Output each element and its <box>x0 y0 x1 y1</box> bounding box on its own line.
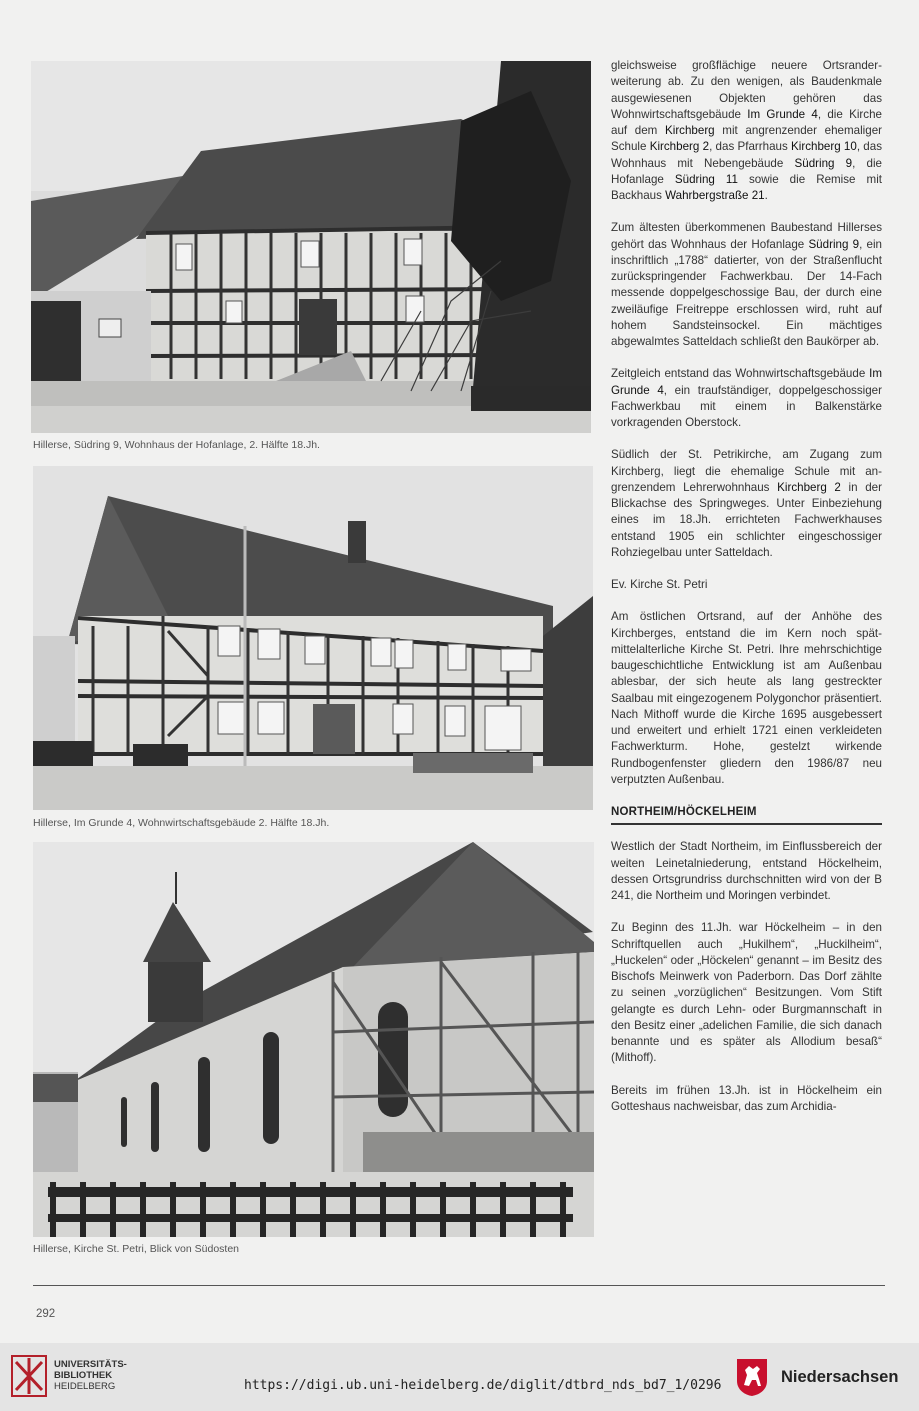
paragraph-3: Zeitgleich entstand das Wohnwirtschaftsgebäude Im Grunde 4, ein traufständiger, doppelgeschossiger Fachwerkbau mit einem in Balkenstärke vorkragenden Oberstock. <box>611 367 882 429</box>
footer-rule <box>33 1285 885 1286</box>
university-logo-icon[interactable] <box>10 1354 48 1398</box>
niedersachsen-horse-icon[interactable] <box>735 1357 769 1397</box>
section-heading: NORTHEIM/HÖCKELHEIM <box>611 804 882 825</box>
university-name[interactable]: UNIVERSITÄTS- BIBLIOTHEK HEIDELBERG <box>54 1359 127 1392</box>
paragraph-4: Südlich der St. Petrikirche, am Zugang zum Kirchberg, liegt die ehemalige Schule mit angrenzendem Lehrerwohnhaus Kirchberg 2 in der Blickachse des Springweges. Unter Einbeziehung eines im 18.Jh. errichteten Fachwerkhauses entstand 1905 ein schlichter eingeschossiger Rohziegelbau unter Satteldach. <box>611 448 882 559</box>
photo-kirche-st-petri <box>33 842 594 1237</box>
photo-suedring-9 <box>31 61 591 433</box>
text-column <box>611 58 882 1131</box>
paragraph-2: Zum ältesten überkommenen Baubestand Hillerses gehört das Wohnhaus der Hofanlage Südring 9, ein inschriftlich „1788“ datierter, von der Straßenflucht zurückspringender Fachwerkbau. Der 14-Fach messende doppelgeschossige Bau, der durch eine zweiläufige Freitreppe erschlossen wird, ruht auf hohem Sandsteinsockel. Ein mächtiges abgewalmtes Satteldach schließt den Baukörper ab. <box>611 221 882 348</box>
caption-photo-1: Hillerse, Südring 9, Wohnhaus der Hofanlage, 2. Hälfte 18.Jh. <box>33 439 320 451</box>
paragraph-1: gleichsweise großflächige neuere Ortsranderweiterung ab. Zu den wenigen, als Baudenkmale ausgewiesenen Objekten gehören das Wohnwirtschaftsgebäude Im Grunde 4, die Kirche auf dem Kirchberg mit angrenzender ehemaliger Schule Kirchberg 2, das Pfarrhaus Kirchberg 10, das Wohnhaus mit Nebengebäude Südring 9, die Hofanlage Südring 11 sowie die Remise mit Backhaus Wahrbergstraße 21. <box>611 59 882 202</box>
subheading-kirche: Ev. Kirche St. Petri <box>611 578 708 591</box>
paragraph-5: Am östlichen Ortsrand, auf der Anhöhe des Kirchberges, entstand die im Kern noch spätmittelalterliche Kirche St. Petri. Ihre mehrschichtige baugeschichtliche Entwicklung ist am Außenbau ablesbar, der sich heute als lang gestreckter Saalbau mit eingezogenem Polygonchor präsentiert. Nach Mithoff wurde die Kirche 1695 ausgebessert und erweitert und erhielt 1721 einen verkleideten Fachwerkturm. Hohe, gestelzt wirkende Rundbogenfenster gliedern den 1986/87 neu verputzten Außenbau. <box>611 610 882 786</box>
page-number: 292 <box>36 1308 56 1320</box>
viewer-footer <box>0 1343 919 1411</box>
paragraph-6: Westlich der Stadt Northeim, im Einflussbereich der weiten Leinetalniederung, entstand Höckelheim, dessen Ortsgrundriss durchschnitten wird von der B 241, die Northeim und Moringen verbindet. <box>611 840 882 902</box>
paragraph-7: Zu Beginn des 11.Jh. war Höckelheim – in den Schriftquellen auch „Hukilhem“, „Huckilheim“, „Huckelen“ oder „Höckelen“ genannt – im Besitz des Bischofs Meinwerk von Paderborn. Das Dorf zählte zu seinen „vorzüglichen“ Besitzungen. Vom Stift gelangte es durch Lehn- oder Burgmannschaft in den Besitz einer „adelichen Familie, die sich danach benannte und es später als Allodium besaß“ (Mithoff). <box>611 921 882 1065</box>
niedersachsen-label[interactable]: Niedersachsen <box>781 1368 899 1386</box>
photo-im-grunde-4 <box>33 466 593 810</box>
caption-photo-3: Hillerse, Kirche St. Petri, Blick von Südosten <box>33 1243 240 1255</box>
caption-photo-2: Hillerse, Im Grunde 4, Wohnwirtschaftsgebäude 2. Hälfte 18.Jh. <box>33 817 330 829</box>
page-url[interactable]: https://digi.ub.uni-heidelberg.de/diglit/dtbrd_nds_bd7_1/0296 <box>244 1378 722 1393</box>
paragraph-8: Bereits im frühen 13.Jh. ist in Höckelheim ein Gotteshaus nachweisbar, das zum Archidia- <box>611 1083 882 1113</box>
